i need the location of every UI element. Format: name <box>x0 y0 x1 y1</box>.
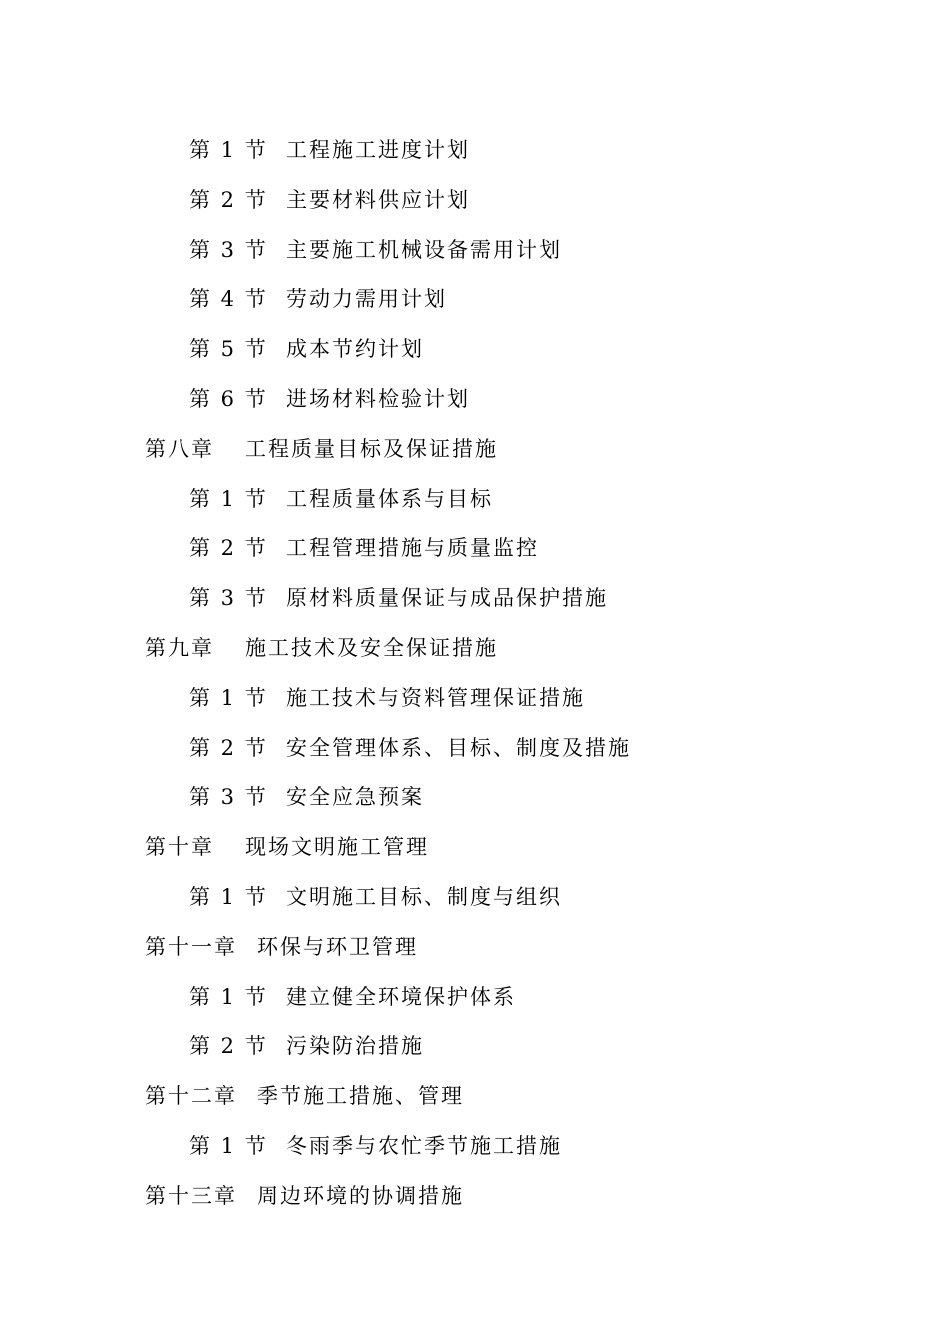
section-number: 第 1 节 <box>189 138 268 162</box>
toc-chapter-entry[interactable] <box>0 823 950 873</box>
chapter-number: 第八章 <box>145 436 214 461</box>
section-number: 第 5 节 <box>189 337 268 362</box>
section-title: 污染防治措施 <box>286 1034 424 1059</box>
chapter-number: 第十一章 <box>145 934 237 959</box>
section-number: 第 2 节 <box>189 187 268 212</box>
toc-section-entry[interactable] <box>0 375 950 425</box>
chapter-number: 第十二章 <box>145 1084 237 1109</box>
toc-section-entry[interactable] <box>0 574 950 624</box>
section-number: 第 1 节 <box>189 984 268 1009</box>
chapter-title: 环保与环卫管理 <box>257 934 418 959</box>
toc-section-entry[interactable] <box>0 325 950 375</box>
chapter-title: 工程质量目标及保证措施 <box>245 436 498 461</box>
section-title: 成本节约计划 <box>286 337 424 362</box>
section-number: 第 1 节 <box>189 685 268 710</box>
section-title: 安全应急预案 <box>286 785 424 810</box>
toc-chapter-entry[interactable] <box>0 923 950 973</box>
section-number: 第 2 节 <box>189 735 268 760</box>
section-title: 工程施工进度计划 <box>286 138 470 162</box>
chapter-title: 周边环境的协调措施 <box>257 1183 464 1208</box>
chapter-number: 第十三章 <box>145 1183 237 1208</box>
toc-section-entry[interactable] <box>0 176 950 226</box>
section-number: 第 3 节 <box>189 237 268 262</box>
chapter-title: 施工技术及安全保证措施 <box>245 635 498 660</box>
toc-section-entry[interactable] <box>0 524 950 574</box>
toc-section-entry[interactable] <box>0 275 950 325</box>
section-title: 主要材料供应计划 <box>286 187 470 212</box>
toc-chapter-entry[interactable] <box>0 624 950 674</box>
section-number: 第 2 节 <box>189 1034 268 1059</box>
section-number: 第 1 节 <box>189 1133 268 1158</box>
section-title: 主要施工机械设备需用计划 <box>286 237 562 262</box>
section-title: 工程管理措施与质量监控 <box>286 536 539 561</box>
section-title: 建立健全环境保护体系 <box>286 984 516 1009</box>
toc-section-entry[interactable] <box>0 126 950 176</box>
section-number: 第 3 节 <box>189 586 268 611</box>
toc-section-entry[interactable] <box>0 475 950 525</box>
chapter-number: 第十章 <box>145 835 214 860</box>
section-number: 第 6 节 <box>189 386 268 411</box>
chapter-title: 现场文明施工管理 <box>245 835 429 860</box>
section-number: 第 1 节 <box>189 486 268 511</box>
section-number: 第 1 节 <box>189 884 268 909</box>
chapter-title: 季节施工措施、管理 <box>257 1084 464 1109</box>
section-number: 第 3 节 <box>189 785 268 810</box>
section-title: 施工技术与资料管理保证措施 <box>286 685 585 710</box>
section-title: 工程质量体系与目标 <box>286 486 493 511</box>
toc-section-entry[interactable] <box>0 1022 950 1072</box>
toc-section-entry[interactable] <box>0 674 950 724</box>
section-title: 安全管理体系、目标、制度及措施 <box>286 735 631 760</box>
section-title: 原材料质量保证与成品保护措施 <box>286 586 608 611</box>
chapter-number: 第九章 <box>145 635 214 660</box>
toc-section-entry[interactable] <box>0 1122 950 1172</box>
section-number: 第 2 节 <box>189 536 268 561</box>
section-number: 第 4 节 <box>189 287 268 312</box>
section-title: 文明施工目标、制度与组织 <box>286 884 562 909</box>
section-title: 劳动力需用计划 <box>286 287 447 312</box>
toc-section-entry[interactable] <box>0 773 950 823</box>
toc-chapter-entry[interactable] <box>0 1072 950 1122</box>
toc-section-entry[interactable] <box>0 973 950 1023</box>
toc-section-entry[interactable] <box>0 724 950 774</box>
toc-chapter-entry[interactable] <box>0 1172 950 1222</box>
toc-section-entry[interactable] <box>0 226 950 276</box>
section-title: 进场材料检验计划 <box>286 386 470 411</box>
table-of-contents <box>0 126 950 1222</box>
toc-section-entry[interactable] <box>0 873 950 923</box>
toc-chapter-entry[interactable] <box>0 425 950 475</box>
section-title: 冬雨季与农忙季节施工措施 <box>286 1133 562 1158</box>
